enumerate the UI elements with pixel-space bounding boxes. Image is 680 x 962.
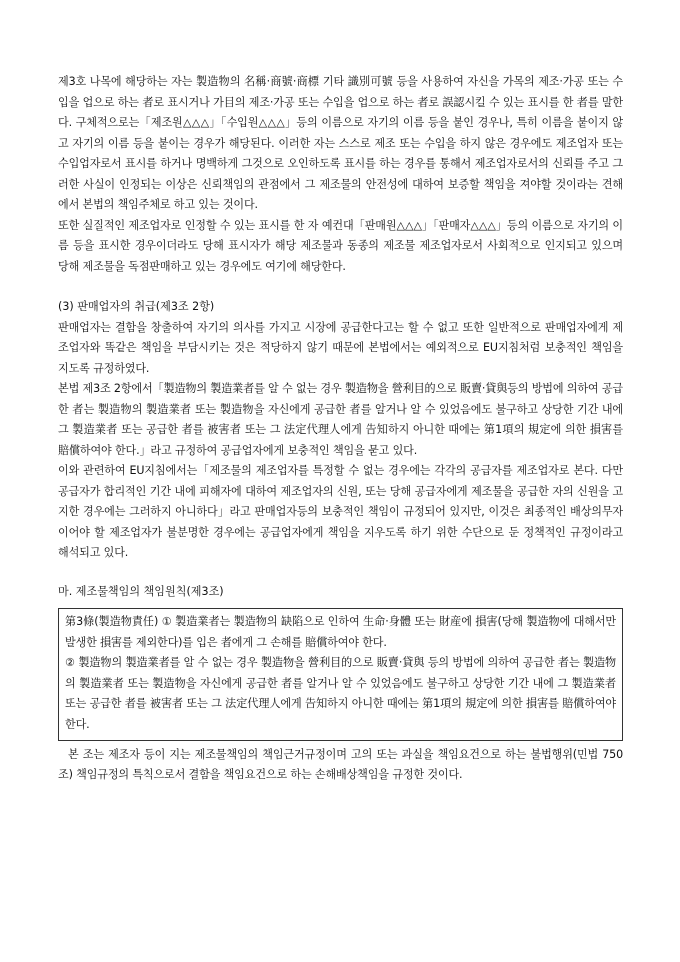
paragraph-sales-agent-labeling: 또한 실질적인 제조업자로 인정할 수 있는 표시를 한 자 예컨대「판매원△△△」「판매자△△△」등의 이름으로 자기의 이름 등을 표시한 경우이더라도 당해 표시자가 해당 제조물과 동종의 제조물 제조업자로서 사회적으로 인지되고 있으며 당해 제조물을 독점판매하고 있는 경우에도 여기에 해당한다. [58,218,623,273]
paragraph-eu-directive: 이와 관련하여 EU지침에서는「제조물의 제조업자를 특정할 수 없는 경우에는 각각의 공급자를 제조업자로 본다. 다만 공급자가 합리적인 기간 내에 피해자에 대하여 제조업자의 신원, 또는 당해 공급자에게 제조물을 공급한 자의 신원을 고지한 경우에는 그러하지 아니하다」라고 판매업자등의 보충적인 책임이 규정되어 있지만, 이것은 최종적인 배상의무자 이어야 할 제조업자가 불분명한 경우에는 공급업자에게 책임을 지우도록 하기 위한 수단으로 둔 정책적인 규정이라고 해석되고 있다. [58,464,623,559]
paragraph-manufacturer-labeling: 제3호 나목에 해당하는 자는 製造物의 名稱·商號·商標 기타 識別可號 등을 사용하여 자신을 가목의 제조·가공 또는 수입을 업으로 하는 者로 표시거나 가目의 제조·가공 또는 수입을 업으로 하는 者로 誤認시킬 수 있는 표시를 한 者를 말한다. 구체적으로는「제조원△△△」「수입원△△△」등의 이름으로 자기의 이름 등을 붙인 경우나, 특히 이름을 붙이지 않고 자기의 이름 등을 붙이는 경우가 해당된다. 이러한 자는 스스로 제조 또는 수입을 하지 않은 경우에도 제조업자 또는 수입업자로서 표시를 하거나 명백하게 그것으로 오인하도록 표시를 하는 경우를 통해서 제조업자로서의 신뢰를 주고 그러한 사실이 인정되는 이상은 신뢰책임의 관점에서 그 제조물의 안전성에 대하여 보증할 책임을 져야할 것이라는 견해에서 본법의 책임주체로 하고 있는 것이다. [58,75,623,211]
document-page [58,72,623,786]
statute-clause-2: ② 製造物의 製造業者를 알 수 없는 경우 製造物을 營利目的으로 販賣·貸與 등의 방법에 의하여 공급한 者는 製造物의 製造業者 또는 製造物을 자신에게 공급한 者를 알거나 알 수 있었음에도 불구하고 상당한 기간 내에 그 製造業者 또는 공급한 者를 被害者 또는 그 法定代理人에게 告知하지 아니한 때에는 第1項의 規定에 의한 損害를 賠償하여야 한다. [65,656,616,731]
statute-clause-1: 第3條(製造物責任) ① 製造業者는 製造物의 缺陷으로 인하여 生命·身體 또는 財産에 損害(당해 製造物에 대해서만 발생한 損害를 제외한다)를 입은 者에게 그 손해를 賠償하여야 한다. [65,615,616,649]
paragraph-seller-responsibility: 판매업자는 결함을 창출하여 자기의 의사를 가지고 시장에 공급한다고는 할 수 없고 또한 일반적으로 판매업자에게 제조업자와 똑같은 책임을 부담시키는 것은 적당하지 않기 때문에 본법에서는 예외적으로 EU지침처럼 보충적인 책임을 지도록 규정하였다. [58,320,623,375]
paragraph-article-3-2: 본법 제3조 2항에서「製造物의 製造業者를 알 수 없는 경우 製造物을 營利目的으로 販賣·貸與등의 방법에 의하여 공급한 者는 製造物의 製造業者 또는 製造物을 자신에게 공급한 者를 알거나 알 수 있었음에도 불구하고 상당한 기간 내에 그 製造業者 또는 공급한 者를 被害者 또는 그 法定代理人에게 告知하지 아니한 때에는 第1項의 規定에 의한 損害를 賠償하여야 한다.」라고 규정하여 공급업자에게 보충적인 책임을 묻고 있다. [58,382,623,457]
section-heading-seller-treatment: (3) 판매업자의 취급(제3조 2항) [58,300,215,313]
paragraph-liability-basis: 본 조는 제조자 등이 지는 제조물책임의 책임근거규정이며 고의 또는 과실을 책임요건으로 하는 불법행위(민법 750조) 책임규정의 특칙으로서 결함을 책임요건으로 하는 손해배상책임을 규정한 것이다. [58,747,623,782]
section-heading-liability-principle: 마. 제조물책임의 책임원칙(제3조) [58,584,224,598]
statute-box-article-3 [58,608,623,741]
